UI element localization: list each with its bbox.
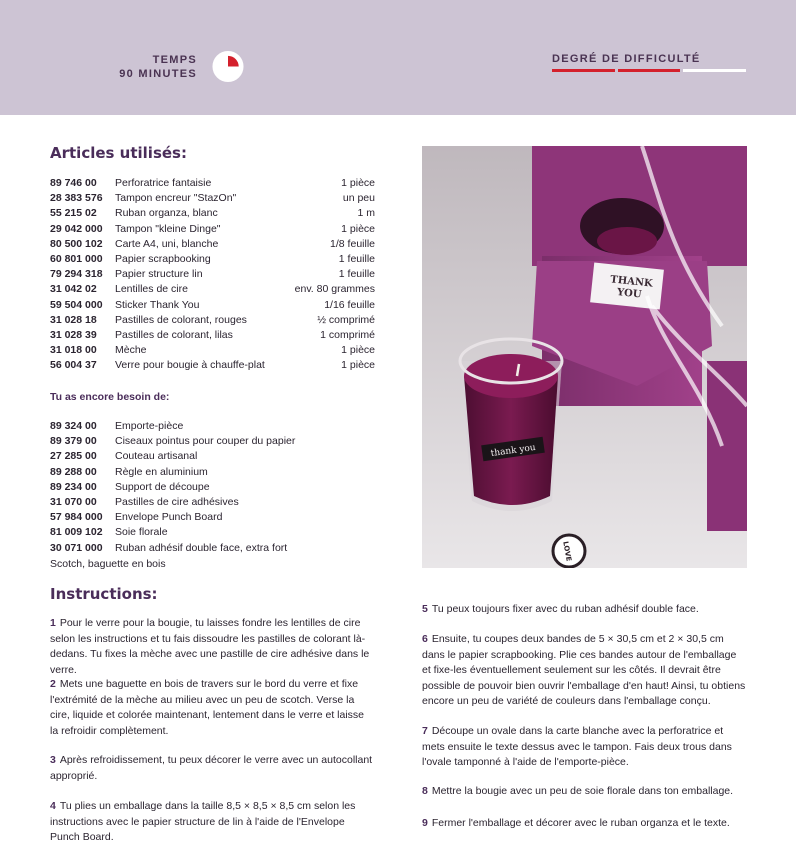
needed-code: 57 984 000 — [50, 511, 103, 524]
step-number: 3 — [50, 754, 56, 766]
needed-desc: Support de découpe — [115, 480, 210, 493]
article-desc: Tampon "kleine Dinge" — [115, 222, 221, 235]
instruction-step-7 — [422, 724, 747, 771]
step-text: Ensuite, tu coupes deux bandes de 5 × 30,5 cm et 2 × 30,5 cm dans le papier scrapbooking. Plie ces bandes autour de l'emballage et fixe-les éventuellement seulement sur les côtés. Il devrait être possible de pouvoir bien ouvrir l'emballage d'en haut! Ainsi, tu obtiens encore un peu de variété de couleurs dans l'emballage conçu. — [422, 633, 746, 707]
step-text: Pour le verre pour la bougie, tu laisses fondre les lentilles de cire selon les instructions et tu fais dissoudre les pastilles de colorant là-dedans. Tu fixes la mèche avec une pastille de cire adhésive dans le verre. — [50, 617, 370, 676]
clock-icon — [211, 50, 245, 83]
article-code: 89 746 00 — [50, 177, 97, 189]
needed-code: 27 285 00 — [50, 450, 97, 463]
step-text: Fermer l'emballage et décorer avec le ruban organza et le texte. — [431, 817, 730, 829]
instruction-step-1 — [50, 616, 375, 678]
step-text: Tu peux toujours fixer avec du ruban adhésif double face. — [431, 603, 699, 615]
difficulty-bar — [552, 69, 615, 72]
needed-code: 89 234 00 — [50, 480, 97, 493]
needed-desc: Ciseaux pointus pour couper du papier — [115, 435, 296, 448]
needed-desc: Couteau artisanal — [115, 450, 198, 463]
article-code: 56 004 37 — [50, 359, 97, 372]
needed-row — [50, 510, 375, 525]
article-row — [50, 191, 375, 206]
time-label-block — [119, 53, 197, 81]
article-code: 31 028 18 — [50, 313, 97, 326]
article-desc: Sticker Thank You — [115, 298, 200, 311]
article-code: 31 018 00 — [50, 344, 97, 357]
article-qty: 1/8 feuille — [330, 237, 375, 250]
needed-row — [50, 465, 375, 480]
step-number: 1 — [50, 617, 56, 629]
article-row — [50, 252, 375, 267]
article-code: 31 028 39 — [50, 328, 97, 341]
needed-code: 31 070 00 — [50, 495, 97, 508]
article-desc: Pastilles de colorant, rouges — [115, 313, 247, 326]
article-desc: Pastilles de colorant, lilas — [115, 328, 233, 341]
article-qty: 1 pièce — [341, 177, 375, 189]
article-qty: 1 pièce — [341, 222, 375, 235]
article-qty: 1 pièce — [341, 359, 375, 372]
article-desc: Papier scrapbooking — [115, 252, 211, 265]
needed-code: 89 288 00 — [50, 465, 97, 478]
article-desc: Carte A4, uni, blanche — [115, 237, 219, 250]
article-code: 79 294 318 — [50, 268, 103, 281]
step-number: 5 — [422, 603, 428, 615]
needed-code: 89 379 00 — [50, 435, 97, 448]
article-qty: un peu — [342, 192, 375, 205]
step-text: Mettre la bougie avec un peu de soie florale dans ton emballage. — [431, 785, 734, 797]
step-text: Mets une baguette en bois de travers sur le bord du verre et fixe l'extrémité de la mèche au milieu avec un peu de scotch. Verse la cire, liquide et colorée maintenant, lentement dans le verre et laisse la refroidir complètement. — [50, 678, 365, 737]
article-row — [50, 343, 375, 358]
article-code: 80 500 102 — [50, 237, 103, 250]
articles-list — [50, 176, 375, 373]
candle-glass — [460, 339, 562, 511]
article-qty: 1 pièce — [341, 344, 375, 357]
article-qty: 1 comprimé — [320, 328, 375, 341]
article-row — [50, 358, 375, 373]
love-seal — [553, 535, 585, 567]
article-desc: Verre pour bougie à chauffe-plat — [115, 359, 265, 372]
box-sticker-line1: THANK — [609, 274, 654, 290]
article-code: 29 042 000 — [50, 222, 103, 235]
needed-code: 89 324 00 — [50, 420, 97, 432]
needed-row — [50, 541, 375, 556]
needed-row — [50, 480, 375, 495]
difficulty-meter — [552, 69, 746, 73]
glass-sticker-text: thank you — [490, 442, 537, 460]
time-value: 90 MINUTES — [119, 68, 197, 80]
article-code: 31 042 02 — [50, 283, 97, 296]
needed-row — [50, 495, 375, 510]
product-photo — [422, 146, 747, 568]
needed-desc: Règle en aluminium — [115, 465, 208, 478]
article-qty: 1/16 feuille — [324, 298, 375, 311]
article-code: 59 504 000 — [50, 298, 103, 311]
step-text: Après refroidissement, tu peux décorer le verre avec un autocollant approprié. — [50, 754, 373, 782]
article-qty: 1 m — [357, 207, 375, 220]
page-header — [0, 0, 796, 115]
article-desc: Papier structure lin — [115, 268, 203, 281]
instructions-title: Instructions: — [50, 585, 158, 603]
article-code: 55 215 02 — [50, 207, 97, 220]
needed-desc: Envelope Punch Board — [115, 511, 223, 524]
instruction-step-6 — [422, 632, 747, 710]
needed-row — [50, 525, 375, 540]
difficulty-bar — [618, 69, 681, 72]
instruction-step-5 — [422, 602, 747, 618]
step-text: Découpe un ovale dans la carte blanche avec la perforatrice et mets ensuite le texte dessus avec le tampon. Fais deux trous dans l'ovale tamponné à l'aide de l'emporte-pièce. — [422, 725, 732, 768]
needed-row — [50, 434, 375, 449]
step-number: 2 — [50, 678, 56, 690]
needed-row — [50, 419, 375, 434]
needed-code: 81 009 102 — [50, 526, 103, 539]
instruction-step-2 — [50, 677, 375, 739]
article-row — [50, 328, 375, 343]
box-sticker-line2: YOU — [616, 287, 642, 301]
article-qty: 1 feuille — [338, 252, 375, 265]
needed-code: 30 071 000 — [50, 541, 103, 554]
article-row — [50, 222, 375, 237]
difficulty-label: DEGRÉ DE DIFFICULTÉ — [552, 53, 701, 65]
article-row — [50, 176, 375, 191]
article-row — [50, 267, 375, 282]
needed-title: Tu as encore besoin de: — [50, 391, 170, 403]
needed-desc: Pastilles de cire adhésives — [115, 495, 239, 508]
needed-desc: Soie florale — [115, 526, 168, 539]
articles-title: Articles utilisés: — [50, 144, 187, 162]
article-desc: Mèche — [115, 344, 147, 357]
article-qty: 1 feuille — [338, 268, 375, 281]
needed-desc: Emporte-pièce — [115, 420, 184, 432]
step-number: 8 — [422, 785, 428, 797]
article-row — [50, 206, 375, 221]
instruction-step-8 — [422, 784, 747, 800]
article-desc: Lentilles de cire — [115, 283, 188, 296]
instruction-step-4 — [50, 799, 375, 841]
step-text: Tu plies un emballage dans la taille 8,5 × 8,5 × 8,5 cm selon les instructions avec le papier structure de lin à l'aide de l'Envelope Punch Board. — [50, 800, 356, 841]
time-label: TEMPS — [152, 54, 197, 66]
needed-desc: Ruban adhésif double face, extra fort — [115, 541, 288, 554]
instruction-step-3 — [50, 753, 375, 784]
article-desc: Perforatrice fantaisie — [115, 177, 212, 189]
seal-text: LOVE — [561, 540, 573, 562]
step-number: 6 — [422, 633, 428, 645]
article-qty: ½ comprimé — [317, 313, 375, 326]
article-desc: Ruban organza, blanc — [115, 207, 218, 220]
article-desc: Tampon encreur "StazOn" — [115, 192, 237, 205]
article-row — [50, 282, 375, 297]
article-qty: env. 80 grammes — [294, 283, 375, 296]
step-number: 7 — [422, 725, 428, 737]
article-row — [50, 298, 375, 313]
step-number: 9 — [422, 817, 428, 829]
article-row — [50, 313, 375, 328]
step-number: 4 — [50, 800, 56, 812]
instruction-step-9 — [422, 816, 747, 832]
needed-extra: Scotch, baguette en bois — [50, 558, 166, 570]
difficulty-bar — [683, 69, 746, 72]
needed-list — [50, 419, 375, 556]
article-row — [50, 237, 375, 252]
needed-row — [50, 449, 375, 464]
article-code: 28 383 576 — [50, 192, 103, 205]
article-code: 60 801 000 — [50, 252, 103, 265]
